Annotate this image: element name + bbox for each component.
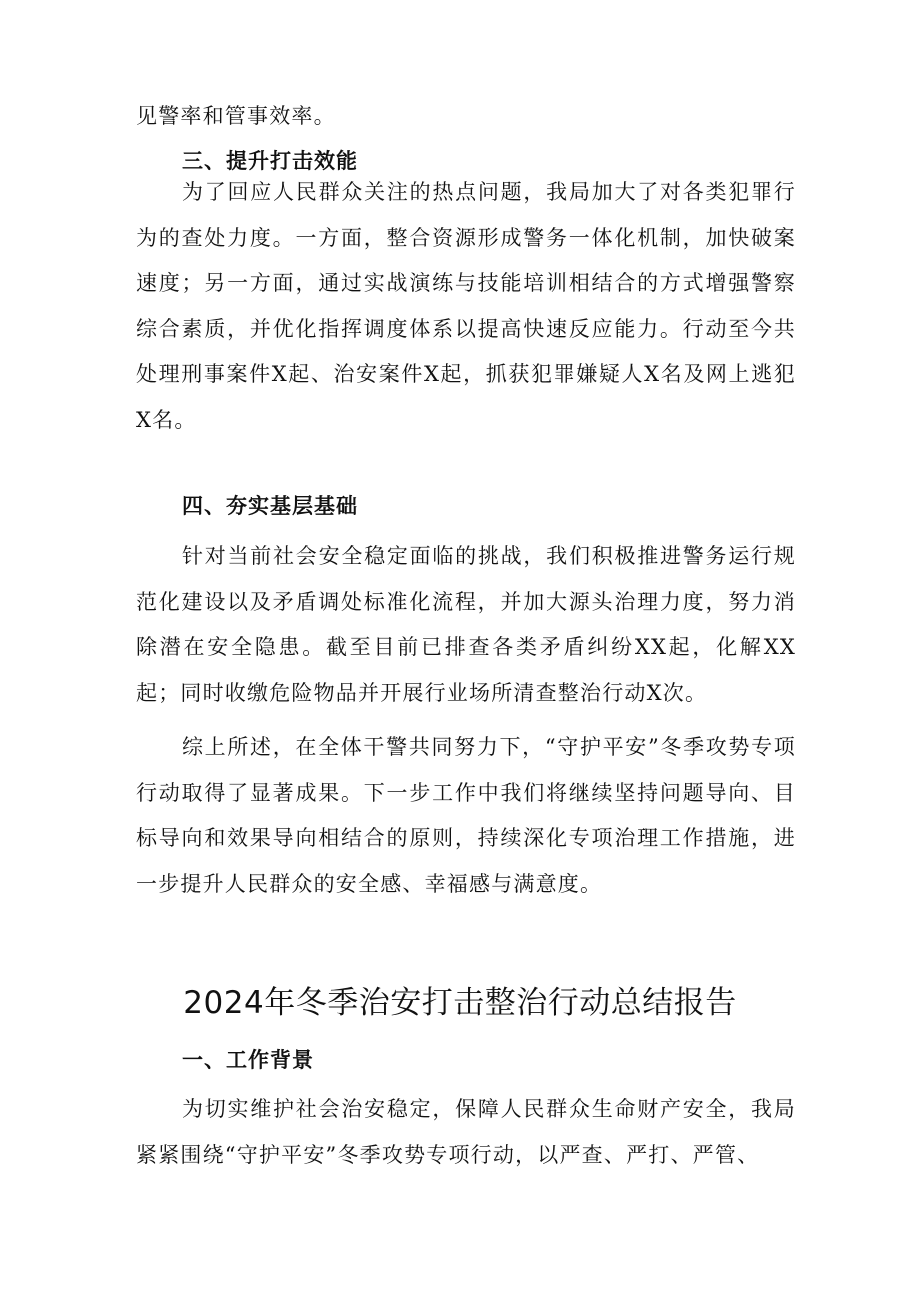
continuation-paragraph <box>136 94 796 140</box>
report-title: 2024年冬季治安打击整治行动总结报告 <box>183 985 737 1021</box>
summary-paragraph <box>136 725 796 907</box>
section-heading-4: 四、夯实基层基础 <box>182 494 358 518</box>
section-heading-1: 一、工作背景 <box>182 1048 314 1072</box>
continuation-text: 见警率和管事效率。 <box>136 104 336 128</box>
section-heading-3: 三、提升打击效能 <box>182 149 358 173</box>
section-3-paragraph <box>136 170 796 443</box>
section-4-body: 针对当前社会安全稳定面临的挑战，我们积极推进警务运行规范化建设以及矛盾调处标准化流程，并加大源头治理力度，努力消除潜在安全隐患。截至目前已排查各类矛盾纠纷XX起，化解XX起；同时收缴危险物品并开展行业场所清查整治行动X次。 <box>136 544 796 705</box>
summary-body: 综上所述，在全体干警共同努力下，“守护平安”冬季攻势专项行动取得了显著成果。下一步工作中我们将继续坚持问题导向、目标导向和效果导向相结合的原则，持续深化专项治理工作措施，进一步提升人民群众的安全感、幸福感与满意度。 <box>136 735 796 896</box>
section-4-paragraph <box>136 534 796 716</box>
section-1-body: 为切实维护社会治安稳定，保障人民群众生命财产安全，我局紧紧围绕“守护平安”冬季攻势专项行动，以严查、严打、严管、 <box>136 1097 796 1167</box>
section-3-body: 为了回应人民群众关注的热点问题，我局加大了对各类犯罪行为的查处力度。一方面，整合资源形成警务一体化机制，加快破案速度；另一方面，通过实战演练与技能培训相结合的方式增强警察综合素质，并优化指挥调度体系以提高快速反应能力。行动至今共处理刑事案件X起、治安案件X起，抓获犯罪嫌疑人X名及网上逃犯X名。 <box>136 180 796 432</box>
section-1-paragraph <box>136 1087 796 1178</box>
